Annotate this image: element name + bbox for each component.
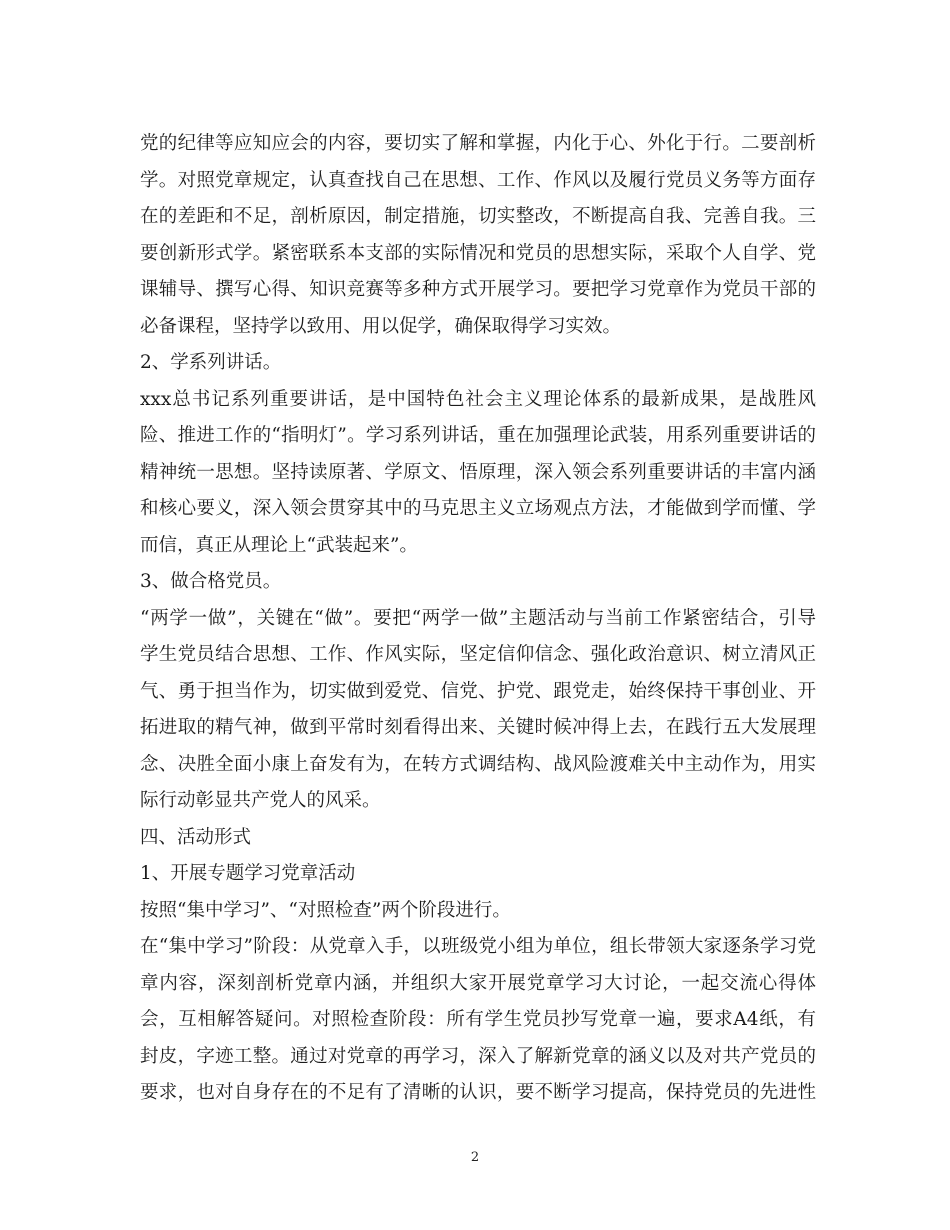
text-line: “两学一做”，关键在“做”。要把“两学一做”主题活动与当前工作紧密结合，引导	[140, 607, 816, 629]
text-line: 拓进取的精气神，做到平常时刻看得出来、关键时候冲得上去，在践行五大发展理	[140, 717, 816, 738]
text-line: 会，互相解答疑问。对照检查阶段：所有学生党员抄写党章一遍，要求A4纸，有	[140, 1009, 816, 1030]
text-line: 2、学系列讲话。	[140, 352, 282, 373]
text-line: 而信，真正从理论上“武装起来”。	[140, 534, 418, 556]
text-line: 按照“集中学习”、“对照检查”两个阶段进行。	[140, 899, 511, 921]
text-line: 要创新形式学。紧密联系本支部的实际情况和党员的思想实际，采取个人自学、党	[140, 242, 816, 264]
text-line: 和核心要义，深入领会贯穿其中的马克思主义立场观点方法，才能做到学而懂、学	[140, 498, 816, 519]
text-line: 四、活动形式	[140, 826, 252, 848]
text-line: 3、做合格党员。	[140, 571, 282, 592]
body-text	[140, 126, 816, 1112]
page-number: 2	[470, 1150, 480, 1165]
text-line: 在“集中学习”阶段：从党章入手，以班级党小组为单位，组长带领大家逐条学习党	[140, 936, 816, 957]
text-line: 际行动彰显共产党人的风采。	[140, 790, 381, 811]
text-line: 学生党员结合思想、工作、作风实际，坚定信仰信念、强化政治意识、树立清风正	[140, 644, 816, 665]
text-line: 章内容，深刻剖析党章内涵，并组织大家开展党章学习大讨论，一起交流心得体	[140, 972, 816, 994]
text-line: 封皮，字迹工整。通过对党章的再学习，深入了解新党章的涵义以及对共产党员的	[140, 1045, 816, 1067]
text-line: 必备课程，坚持学以致用、用以促学，确保取得学习实效。	[140, 315, 622, 337]
text-line: 党的纪律等应知应会的内容，要切实了解和掌握，内化于心、外化于行。二要剖析	[140, 133, 816, 154]
text-line: 学。对照党章规定，认真查找自己在思想、工作、作风以及履行党员义务等方面存	[140, 169, 816, 191]
text-line: 气、勇于担当作为，切实做到爱党、信党、护党、跟党走，始终保持干事创业、开	[140, 680, 816, 702]
text-line: 1、开展专题学习党章活动	[140, 863, 356, 884]
text-line: 念、决胜全面小康上奋发有为，在转方式调结构、战风险渡难关中主动作为，用实	[140, 753, 816, 775]
text-line: 在的差距和不足，剖析原因，制定措施，切实整改，不断提高自我、完善自我。三	[140, 206, 816, 227]
text-line: 险、推进工作的“指明灯”。学习系列讲话，重在加强理论武装，用系列重要讲话的	[140, 425, 816, 446]
text-line: 精神统一思想。坚持读原著、学原文、悟原理，深入领会系列重要讲话的丰富内涵	[140, 461, 816, 483]
text-line: xxx总书记系列重要讲话，是中国特色社会主义理论体系的最新成果，是战胜风	[140, 388, 816, 410]
text-line: 课辅导、撰写心得、知识竞赛等多种方式开展学习。要把学习党章作为党员干部的	[140, 279, 816, 300]
text-line: 要求，也对自身存在的不足有了清晰的认识，要不断学习提高，保持党员的先进性	[140, 1082, 816, 1103]
